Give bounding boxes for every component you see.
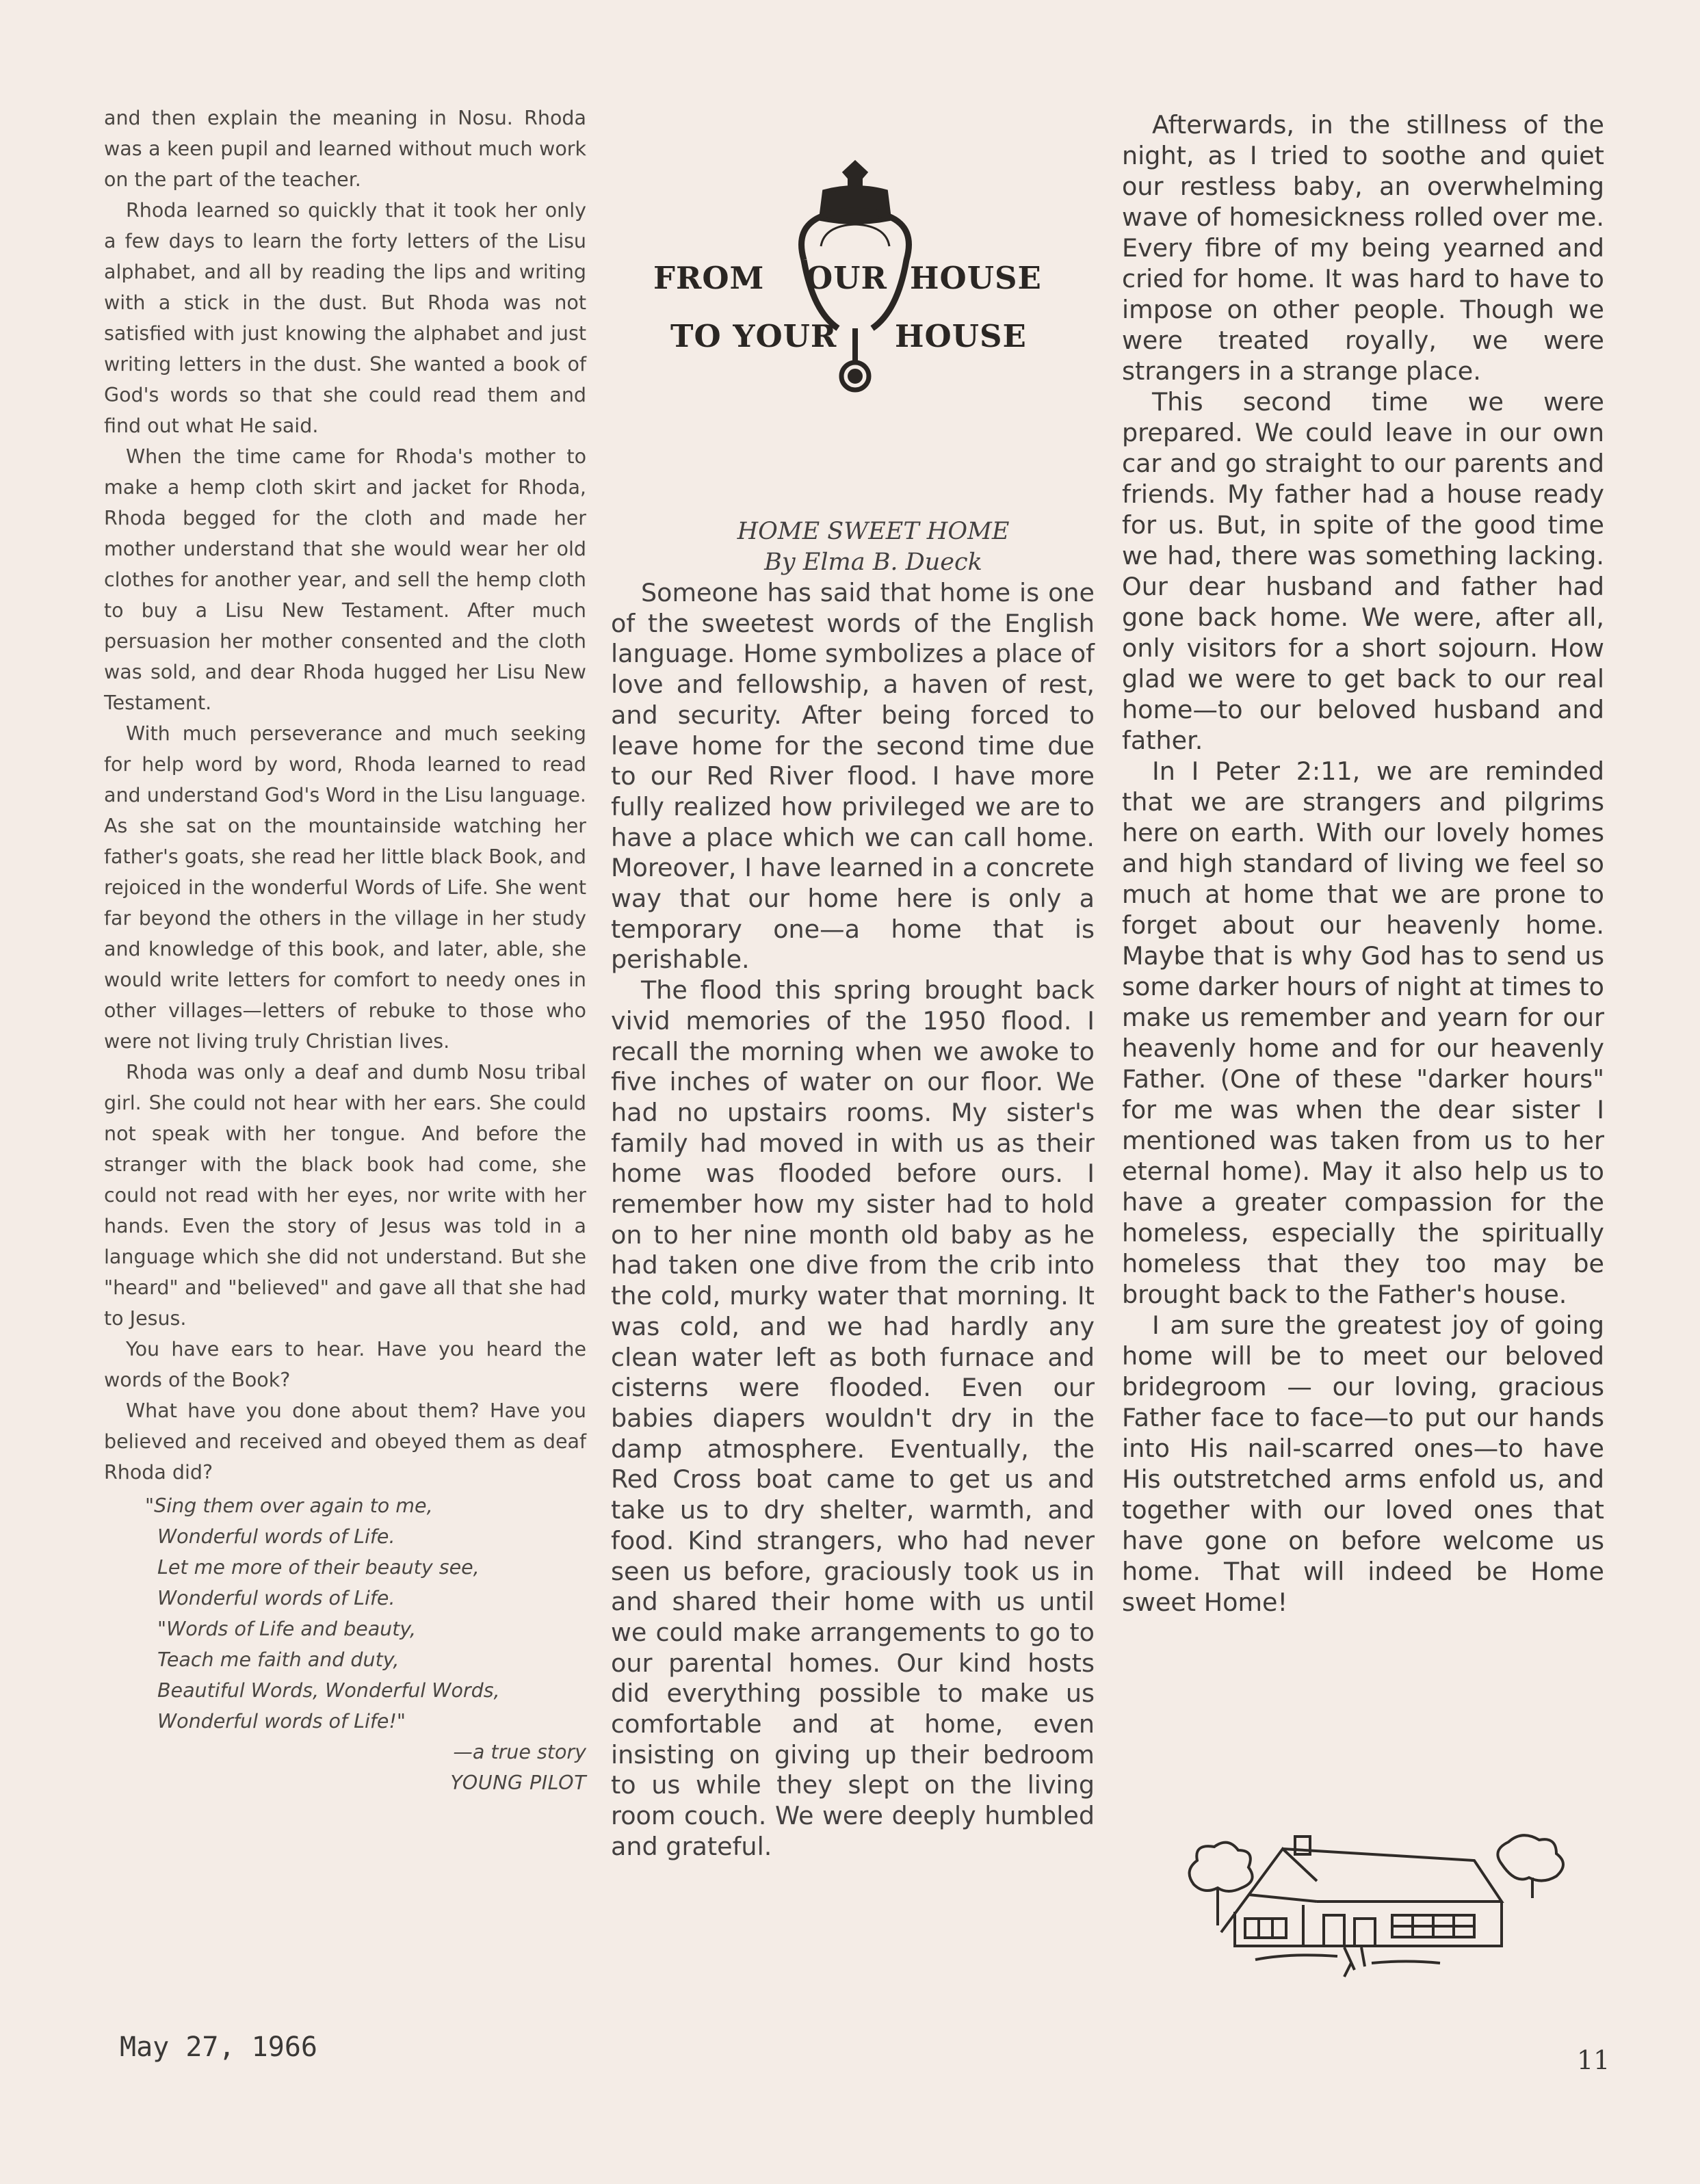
paragraph: Rhoda learned so quickly that it took her only a few days to learn the forty letters of the Lisu alphabet, and all by reading the lips and writing with a stick in the dust. But Rhoda was not satisfied with just knowing the alphabet and just writing letters in the dust. She wanted a book of God's words so that she could read them and find out what He said.: [104, 199, 586, 437]
hymn-line: "Words of Life and beauty,: [157, 1618, 417, 1640]
paragraph: You have ears to hear. Have you heard the words of the Book?: [104, 1338, 586, 1391]
hymn-line: Wonderful words of Life!": [157, 1710, 406, 1733]
paragraph: What have you done about them? Have you believed and received and obeyed them as deaf Rhoda did?: [104, 1399, 586, 1484]
paragraph: This second time we were prepared. We could leave in our own car and go straight to our parents and friends. My father had a house ready for us. But, in spite of the good time we had, there was something lacking. Our dear husband and father had gone back home. We were, after all, only visitors for a short sojourn. How glad we were to get back to our real home—to our beloved husband and father.: [1122, 387, 1604, 755]
paragraph: Someone has said that home is one of the sweetest words of the English language. Home symbolizes a place of love and fellowship, a haven of rest, and security. After being forced to leave home for the second time due to our Red River flood. I have more fully realized how privileged we are to have a place which we can call home. Moreover, I have learned in a concrete way that our home here is only a temporary one—a home that is perishable.: [611, 578, 1095, 975]
paragraph: I am sure the greatest joy of going home will be to meet our beloved bridegroom — our loving, gracious Father face to face—to put our hands into His nail-scarred ones—to have His outstretched arms enfold us, and together with our loved ones that have gone on before welcome us home. That will indeed be Home sweet Home!: [1122, 1311, 1604, 1617]
paragraph: With much perseverance and much seeking for help word by word, Rhoda learned to read and understand God's Word in the Lisu language. As she sat on the mountainside watching her father's goats, she read her little black Book, and rejoiced in the wonderful Words of Life. She went far beyond the others in the village in her study and knowledge of this book, and later, able, she would write letters for comfort to needy ones in other villages—letters of rebuke to those who were not living truly Christian lives.: [104, 722, 586, 1053]
hymn-line: Let me more of their beauty see,: [157, 1556, 480, 1579]
paragraph: Afterwards, in the stillness of the night, as I tried to soothe and quiet our restless baby, an overwhelming wave of homesickness rolled over me. Every fibre of my being yearned and cried for home. It was hard to have to impose on other people. Though we were treated royally, we were strangers in a strange place.: [1122, 110, 1604, 386]
left-column: [104, 103, 586, 1798]
right-column: [1122, 109, 1604, 1618]
hymn-line: Teach me faith and duty,: [157, 1648, 400, 1671]
from-our-house-logo: [650, 157, 1060, 417]
story-credit: —a true story: [453, 1741, 586, 1763]
logo-from: FROM: [653, 260, 765, 296]
house-icon: [1180, 1823, 1618, 1987]
story-source: YOUNG PILOT: [450, 1772, 586, 1794]
logo-house-2: HOUSE: [895, 318, 1027, 354]
paragraph: Rhoda was only a deaf and dumb Nosu tribal girl. She could not hear with her ears. She could not speak with her tongue. And before the stranger with the black book had come, she could not read with her eyes, nor write with her hands. Even the story of Jesus was told in a language which she did not understand. But she "heard" and "believed" and gave all that she had to Jesus.: [104, 1061, 586, 1330]
paragraph: and then explain the meaning in Nosu. Rhoda was a keen pupil and learned without much work on the part of the teacher.: [104, 107, 586, 191]
article-byline: By Elma B. Dueck: [764, 549, 982, 576]
logo-house-1: HOUSE: [910, 260, 1042, 296]
logo-our: OUR: [806, 260, 887, 296]
middle-column: [611, 516, 1095, 1863]
article-title: HOME SWEET HOME: [737, 518, 1010, 545]
logo-to-your: TO YOUR: [670, 318, 837, 354]
hymn-line: Wonderful words of Life.: [157, 1587, 395, 1609]
hymn-line: Beautiful Words, Wonderful Words,: [157, 1679, 500, 1702]
paragraph: When the time came for Rhoda's mother to make a hemp cloth skirt and jacket for Rhoda, Rhoda begged for the cloth and made her mother understand that she would wear her old clothes for another year, and sell the hemp cloth to buy a Lisu New Testament. After much persuasion her mother consented and the cloth was sold, and dear Rhoda hugged her Lisu New Testament.: [104, 445, 586, 714]
hymn-line: Wonderful words of Life.: [157, 1525, 395, 1548]
hymn-line: "Sing them over again to me,: [145, 1495, 433, 1517]
hymn-quote: [104, 1490, 586, 1737]
house-illustration: [1180, 1823, 1618, 1987]
page-number: 11: [1577, 2045, 1610, 2075]
paragraph: The flood this spring brought back vivid memories of the 1950 flood. I recall the morning when we awoke to five inches of water on our floor. We had no upstairs rooms. My sister's family had moved in with us as their home was flooded before ours. I remember how my sister had to hold on to her nine month old baby as he had taken one dive from the crib into the cold, murky water that morning. It was cold, and we had hardly any clean water left as both furnace and cisterns were flooded. Even our babies diapers wouldn't dry in the damp atmosphere. Eventually, the Red Cross boat came to get us and take us to dry shelter, warmth, and food. Kind strangers, who had never seen us before, graciously took us in and shared their home with us until we could make arrangements to go to our parental homes. Our kind hosts did everything possible to make us comfortable and at home, even insisting on giving up their bedroom to us while they slept on the living room couch. We were deeply humbled and grateful.: [611, 975, 1095, 1861]
issue-date: May 27, 1966: [120, 2031, 317, 2063]
paragraph: In I Peter 2:11, we are reminded that we are strangers and pilgrims here on earth. With our lovely homes and high standard of living we feel so much at home that we are prone to forget about our heavenly home. Maybe that is why God has to send us some darker hours of night at times to make us remember and yearn for our heavenly home and for our heavenly Father. (One of these "darker hours" for me was when the dear sister I mentioned was taken from us to her eternal home). May it also help us to have a greater compassion for the homeless, especially the spiritually homeless that they too may be brought back to the Father's house.: [1122, 756, 1604, 1309]
